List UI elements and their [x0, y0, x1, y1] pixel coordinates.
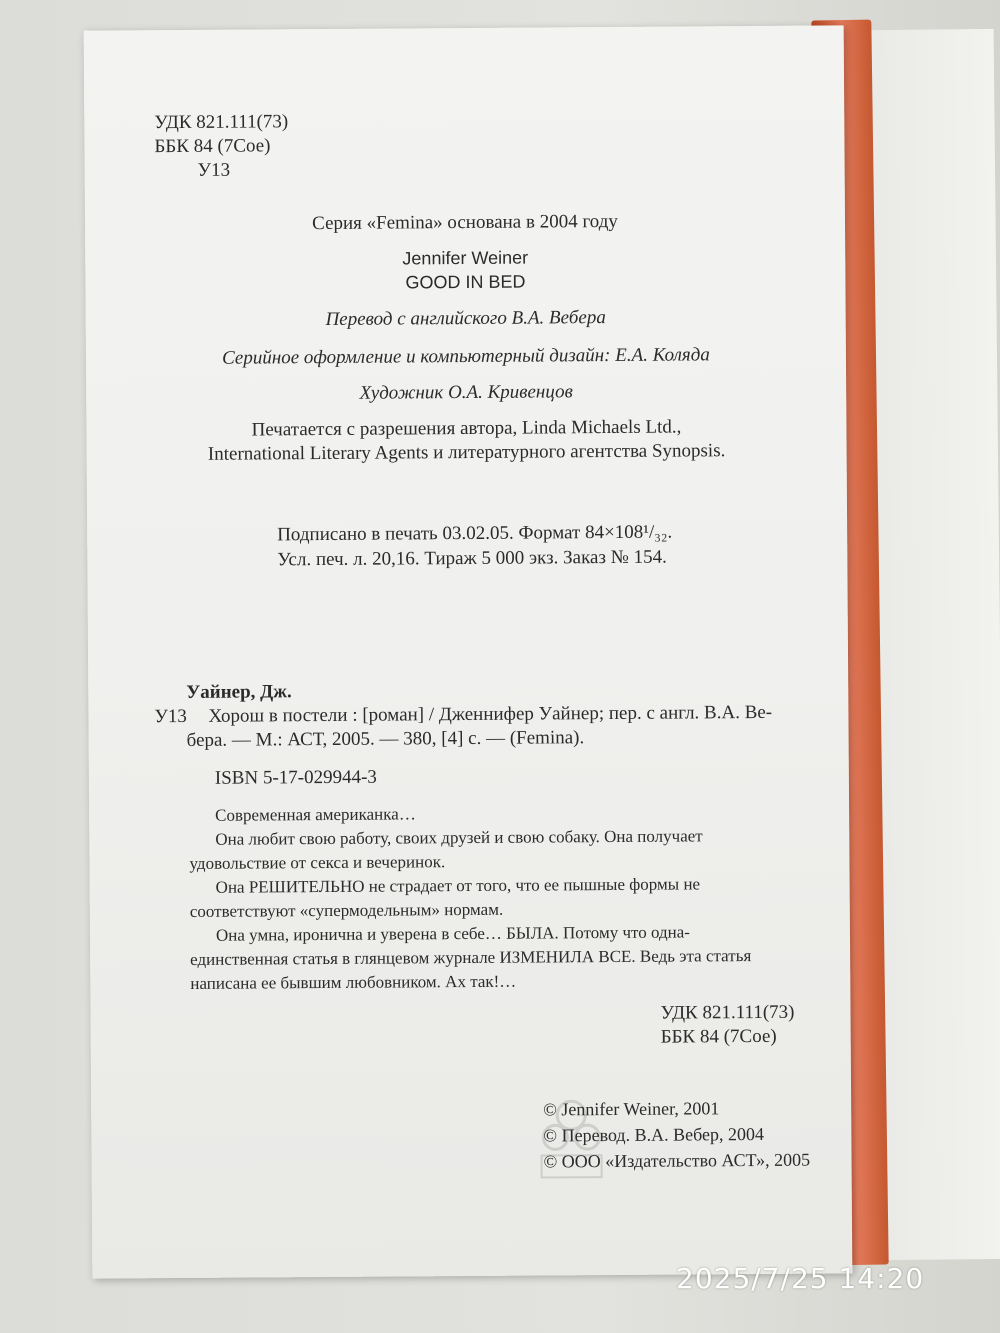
copyright-publisher: © ООО «Издательство АСТ», 2005 — [543, 1149, 811, 1172]
copyright-translation: © Перевод. В.А. Вебер, 2004 — [543, 1123, 765, 1146]
permission-line-2: International Literary Agents и литературного агентства Synopsis. — [207, 440, 726, 465]
series-note: Серия «Femina» основана в 2004 году — [312, 210, 618, 235]
translation-credit: Перевод с английского В.А. Вебера — [325, 307, 606, 330]
permission-line-1: Печатается с разрешения автора, Linda Michaels Ltd., — [251, 416, 682, 441]
annotation-line-2b: удовольствие от секса и вечеринок. — [189, 852, 446, 873]
catalog-code: У13 — [154, 705, 187, 728]
catalog-description-line-2: бера. — М.: АСТ, 2005. — 380, [4] с. — (Femina). — [186, 727, 585, 751]
copyright-author: © Jennifer Weiner, 2001 — [543, 1098, 720, 1120]
original-title: GOOD IN BED — [405, 271, 526, 293]
photo-timestamp: 2025/7/25 14:20 — [676, 1262, 925, 1295]
annotation-line-4b: единственная статья в глянцевом журнале ИЗМЕНИЛА ВСЕ. Ведь эта статья — [190, 946, 752, 969]
footer-bbk-code: ББК 84 (7Сое) — [660, 1025, 777, 1048]
annotation-line-4c: написана ее бывшим любовником. Ах так!… — [190, 971, 517, 993]
annotation-line-3b: соответствуют «супермодельным» нормам. — [189, 899, 504, 921]
isbn: ISBN 5-17-029944-3 — [214, 766, 377, 789]
printing-line-1: Подписано в печать 03.02.05. Формат 84×108¹/₃₂. — [277, 521, 673, 546]
annotation-line-4a: Она умна, иронична и уверена в себе… БЫЛА. Потому что одна- — [215, 922, 690, 945]
author-code: У13 — [197, 159, 231, 181]
design-credit: Серийное оформление и компьютерный дизайн: Е.А. Коляда — [221, 344, 710, 369]
catalog-description-line-1: Хорош в постели : [роман] / Дженнифер Уайнер; пер. с англ. В.А. Ве- — [208, 701, 773, 727]
footer-udk-code: УДК 821.111(73) — [660, 1001, 795, 1024]
catalog-author: Уайнер, Дж. — [186, 681, 292, 703]
original-author: Jennifer Weiner — [402, 247, 529, 269]
artist-credit: Художник О.А. Кривенцов — [359, 381, 573, 404]
book-page — [84, 25, 853, 1278]
bbk-code: ББК 84 (7Сое) — [154, 135, 271, 158]
annotation-line-3a: Она РЕШИТЕЛЬНО не страдает от того, что ее пышные формы не — [215, 874, 701, 897]
printing-line-2: Усл. печ. л. 20,16. Тираж 5 000 экз. Заказ № 154. — [277, 546, 667, 571]
udk-code: УДК 821.111(73) — [154, 111, 289, 134]
annotation-intro: Современная американка… — [215, 804, 416, 825]
annotation-line-2a: Она любит свою работу, своих друзей и свою собаку. Она получает — [215, 826, 703, 849]
